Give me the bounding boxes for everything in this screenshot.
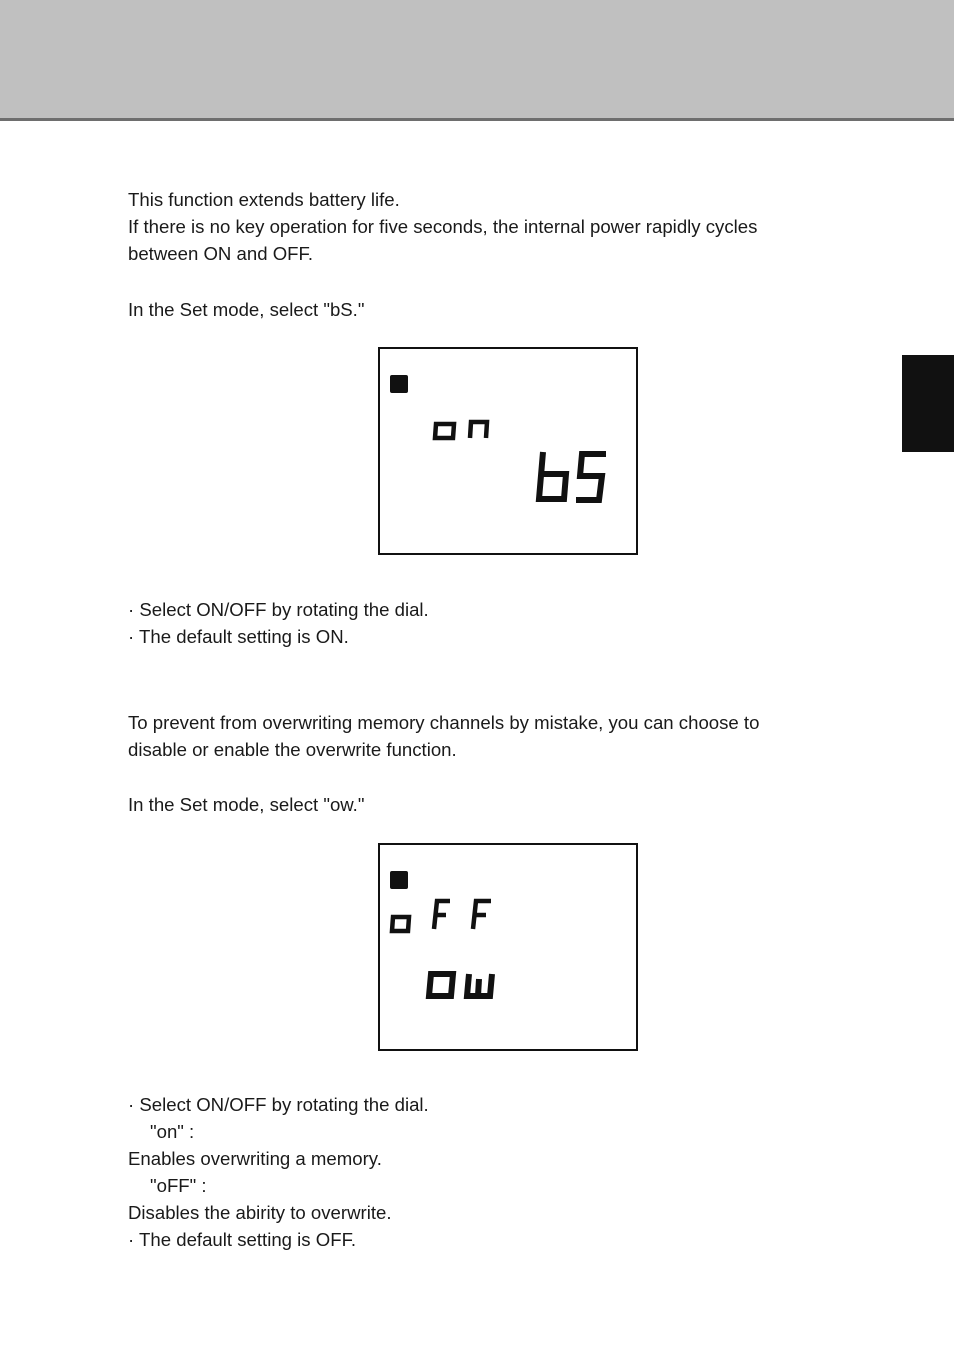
option-term: "oFF" : <box>150 1175 207 1196</box>
page-header-band <box>0 0 954 121</box>
section2-intro <box>128 709 759 763</box>
section1-note: · Select ON/OFF by rotating the dial. <box>128 599 429 620</box>
section2-intro-line: To prevent from overwriting memory channels by mistake, you can choose to <box>128 712 760 733</box>
lcd-value-on <box>435 422 487 438</box>
chapter-tab-marker <box>902 355 954 452</box>
section1-intro-line: between ON and OFF. <box>128 243 313 264</box>
section2-notes <box>128 1091 429 1253</box>
option-term: "on" : <box>150 1121 195 1142</box>
section1-instruction-text: In the Set mode, select "bS." <box>128 299 365 320</box>
section2-note: · Select ON/OFF by rotating the dial. <box>128 1094 429 1115</box>
section1-notes <box>128 596 429 650</box>
lcd-indicator-square <box>390 375 408 393</box>
lcd-display-ow-graphic <box>380 845 636 1049</box>
lcd-item-bs <box>539 452 606 500</box>
section2-instruction <box>128 791 364 818</box>
lcd-item-ow <box>429 974 492 996</box>
option-desc: Enables overwriting a memory. <box>128 1148 382 1169</box>
lcd-indicator-square <box>390 871 408 889</box>
section1-intro <box>128 186 757 267</box>
section2-instruction-text: In the Set mode, select "ow." <box>128 794 365 815</box>
section2-note: · The default setting is OFF. <box>128 1229 357 1250</box>
lcd-display-ow <box>378 843 638 1051</box>
option-desc: Disables the abirity to overwrite. <box>128 1202 392 1223</box>
section1-intro-line: If there is no key operation for five seconds, the internal power rapidly cycles <box>128 216 758 237</box>
option-row-on <box>128 1118 429 1172</box>
lcd-display-bs <box>378 347 638 555</box>
section1-note: · The default setting is ON. <box>128 626 349 647</box>
section1-instruction <box>128 296 364 323</box>
section2-intro-line: disable or enable the overwrite function. <box>128 739 457 760</box>
lcd-display-bs-graphic <box>380 349 636 553</box>
lcd-value-off <box>392 901 491 931</box>
section1-intro-line: This function extends battery life. <box>128 189 400 210</box>
option-row-off <box>128 1172 429 1226</box>
